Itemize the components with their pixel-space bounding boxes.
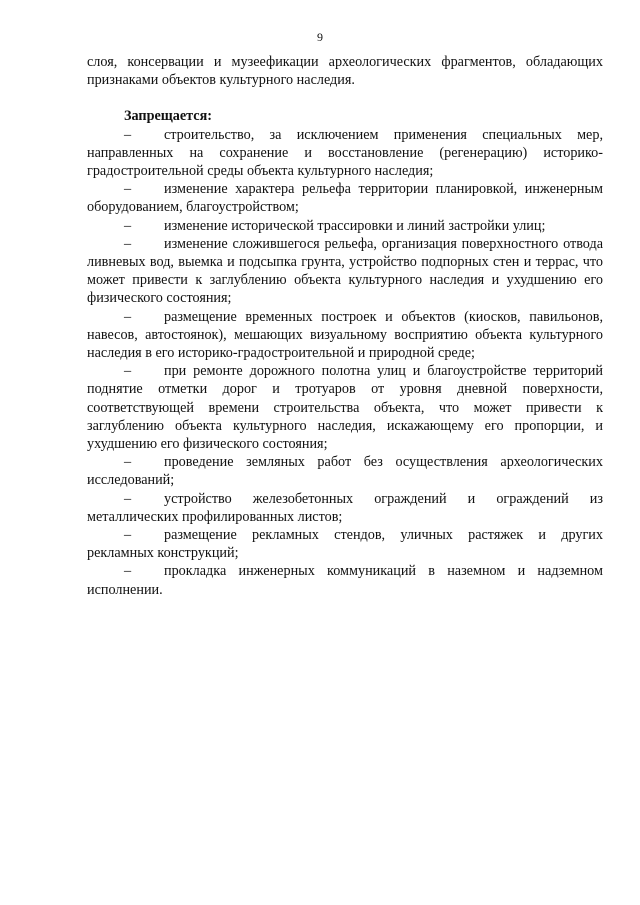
list-item — [87, 490, 603, 526]
list-item-text: при ремонте дорожного полотна улиц и благоустройстве территорий поднятие отметки дорог и тротуаров от уровня дневной поверхности, соответствующей времени строительства объекта, что может привести к заглублению объекта культурного наследия, искажающему его пропорции, и ухудшению его физического состояния; — [87, 363, 603, 453]
list-item-text: строительство, за исключением применения специальных мер, направленных на сохранение и восстановление (регенерацию) историко-градостроительной среды объекта культурного наследия; — [87, 126, 603, 180]
dash-marker: – — [124, 363, 132, 380]
list-item — [87, 308, 603, 363]
list-item-text: изменение исторической трассировки и линий застройки улиц; — [164, 217, 546, 234]
list-item-text: размещение временных построек и объектов (киосков, павильонов, навесов, автостоянок), мешающих визуальному восприятию объекта культурного наследия в его историко-градостроительной и природной среде; — [87, 308, 603, 362]
list-item-text: устройство железобетонных ограждений и ограждений из металлических профилированных листов; — [87, 490, 603, 525]
list-item-text: изменение характера рельефа территории планировкой, инженерным оборудованием, благоустройством; — [87, 181, 603, 216]
dash-marker: – — [124, 126, 132, 143]
list-item — [87, 217, 603, 235]
dash-marker: – — [124, 563, 132, 580]
dash-marker: – — [124, 217, 132, 234]
list-item — [87, 126, 603, 181]
dash-marker: – — [124, 308, 132, 325]
page-number: 9 — [317, 30, 323, 44]
dash-marker: – — [124, 181, 132, 198]
dash-marker: – — [124, 527, 132, 544]
list-item-text: проведение земляных работ без осуществления археологических исследований; — [87, 454, 603, 489]
list-item — [87, 526, 603, 562]
document-body — [87, 53, 603, 599]
list-item — [87, 562, 603, 598]
list-item-text: изменение сложившегося рельефа, организация поверхностного отвода ливневых вод, выемка и подсыпка грунта, устройство подпорных стен и террас, что может привести к заглублению объекта культурного наследия и ухудшению его физического состояния; — [87, 235, 603, 307]
list-item-text: прокладка инженерных коммуникаций в наземном и надземном исполнении. — [87, 563, 603, 598]
section-heading: Запрещается: — [124, 108, 212, 125]
list-item — [87, 235, 603, 308]
intro-paragraph: слоя, консервации и музеефикации археологических фрагментов, обладающих признаками объектов культурного наследия. — [87, 54, 603, 89]
list-item — [87, 180, 603, 216]
dash-marker: – — [124, 490, 132, 507]
list-item — [87, 362, 603, 453]
list-item-text: размещение рекламных стендов, уличных растяжек и других рекламных конструкций; — [87, 527, 603, 562]
dash-marker: – — [124, 235, 132, 252]
dash-marker: – — [124, 454, 132, 471]
list-item — [87, 453, 603, 489]
